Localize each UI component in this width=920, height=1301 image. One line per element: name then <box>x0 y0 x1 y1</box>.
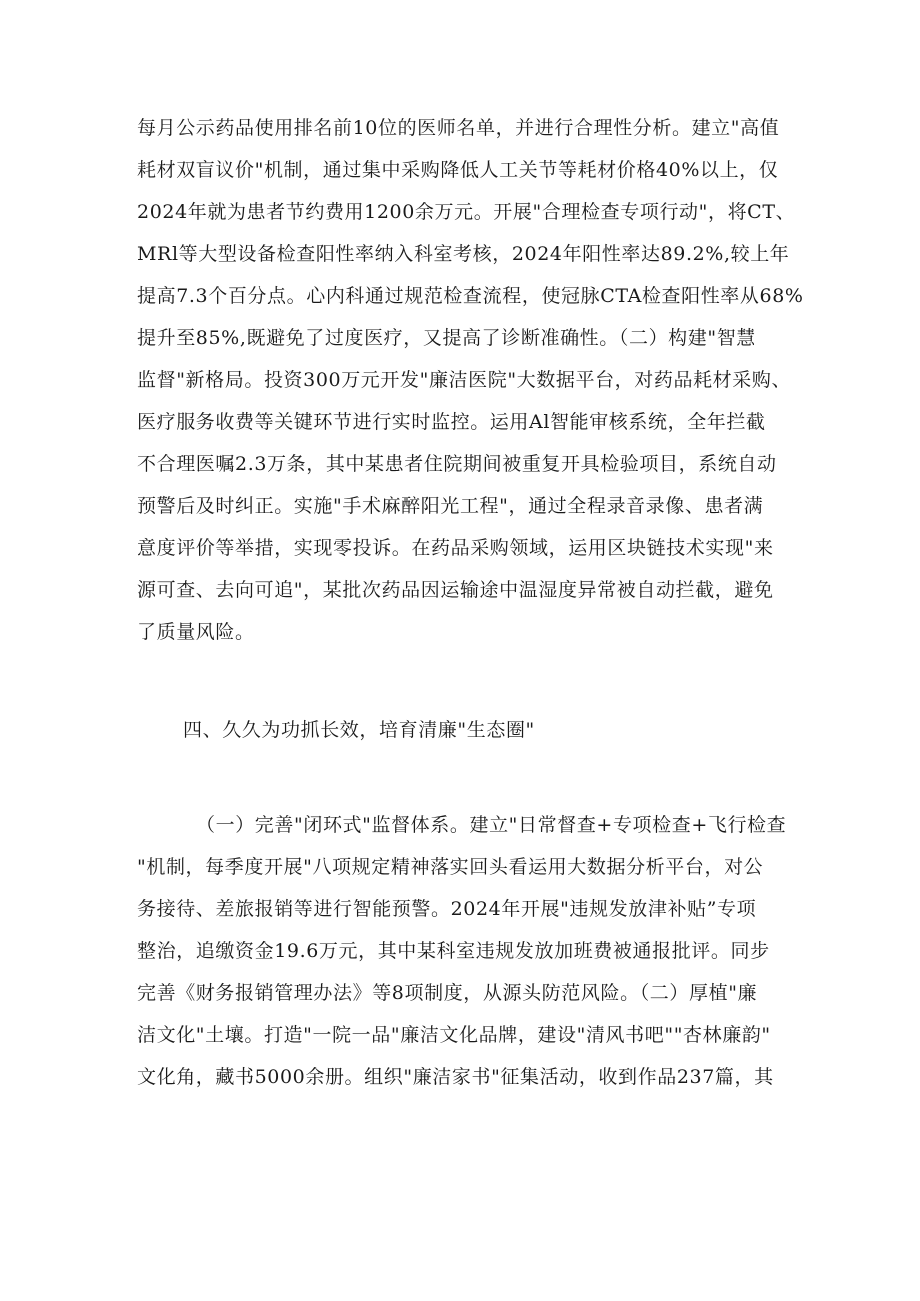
paragraph-line: 洁文化"土壤。打造"一院一品"廉洁文化品牌，建设"清风书吧""杏林廉韵" <box>137 1024 771 1046</box>
paragraph-line: "机制，每季度开展"八项规定精神落实回头看运用大数据分析平台，对公 <box>137 856 764 878</box>
section-heading: 四、久久为功抓长效，培育清廉"生态圈" <box>183 719 535 741</box>
paragraph-line: 了质量风险。 <box>137 621 255 643</box>
paragraph-line: 提升至85%,既避免了过度医疗，又提高了诊断准确性。（二）构建"智慧 <box>137 327 756 349</box>
paragraph-line: 整治，追缴资金19.6万元，其中某科室违规发放加班费被通报批评。同步 <box>137 940 770 962</box>
paragraph-line: 医疗服务收费等关键环节进行实时监控。运用Al智能审核系统，全年拦截 <box>137 411 766 433</box>
paragraph-line: 监督"新格局。投资300万元开发"廉洁医院"大数据平台，对药品耗材采购、 <box>137 369 792 391</box>
paragraph-line: 2024年就为患者节约费用1200余万元。开展"合理检查专项行动"，将CT、 <box>137 201 796 223</box>
paragraph-line: 完善《财务报销管理办法》等8项制度，从源头防范风险。（二）厚植"廉 <box>137 982 758 1004</box>
paragraph-line: 文化角，藏书5000余册。组织"廉洁家书"征集活动，收到作品237篇，其 <box>137 1066 774 1088</box>
paragraph-line: （一）完善"闭环式"监督体系。建立"日常督查+专项检查+飞行检查 <box>196 814 787 836</box>
paragraph-line: 每月公示药品使用排名前10位的医师名单，并进行合理性分析。建立"高值 <box>137 117 780 139</box>
paragraph-line: 意度评价等举措，实现零投诉。在药品采购领域，运用区块链技术实现"来 <box>137 537 774 559</box>
paragraph-line: 务接待、差旅报销等进行智能预警。2024年开展"违规发放津补贴”专项 <box>137 898 757 920</box>
paragraph-line: 源可查、去向可追"，某批次药品因运输途中温湿度异常被自动拦截，避免 <box>137 579 774 601</box>
paragraph-line: MRl等大型设备检查阳性率纳入科室考核，2024年阳性率达89.2%,较上年 <box>137 243 790 265</box>
paragraph-line: 提高7.3个百分点。心内科通过规范检查流程，使冠脉CTA检查阳性率从68% <box>137 285 804 307</box>
paragraph-line: 不合理医嘱2.3万条，其中某患者住院期间被重复开具检验项目，系统自动 <box>137 453 777 475</box>
paragraph-line: 预警后及时纠正。实施"手术麻醉阳光工程"，通过全程录音录像、患者满 <box>137 495 764 517</box>
paragraph-line: 耗材双盲议价"机制，通过集中采购降低人工关节等耗材价格40%以上，仅 <box>137 159 779 181</box>
